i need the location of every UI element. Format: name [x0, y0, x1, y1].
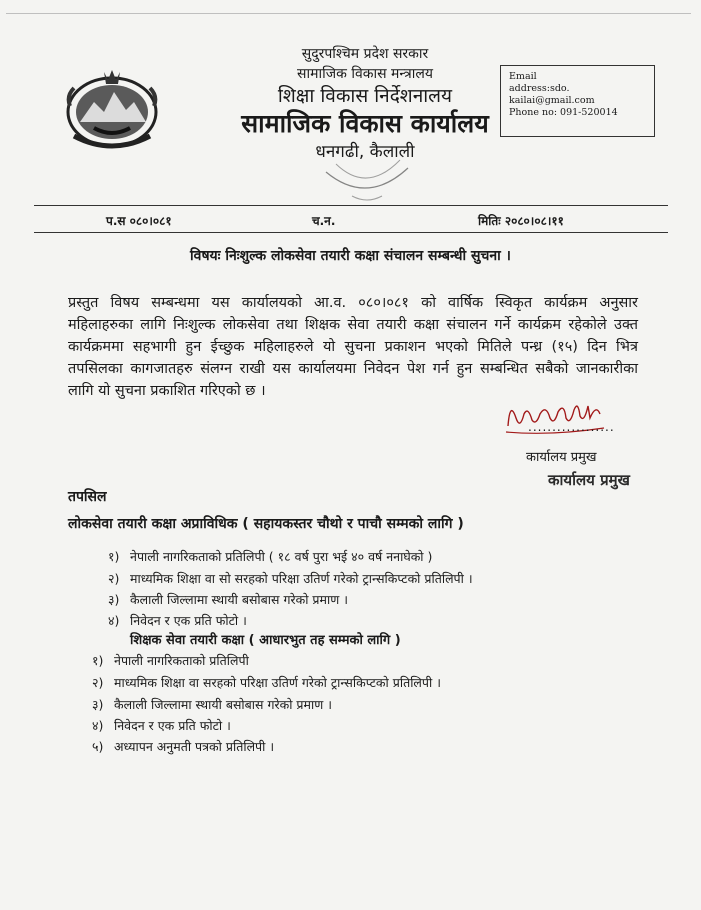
list-item	[92, 738, 274, 755]
body-line: तपसिलका कागजातहरु संलग्न राखी यस कार्यालयमा निवेदन पेश गर्न हुन सम्बन्धित सबैको जानकारीका	[68, 361, 638, 377]
list-item-number: २)	[92, 675, 104, 690]
list-item-text: कैलाली जिल्लामा स्थायी बसोबास गरेको प्रमाण ।	[114, 697, 333, 712]
list-item-number: ४)	[92, 718, 104, 733]
signatory-title: कार्यालय प्रमुख	[526, 450, 597, 465]
list-item-text: माध्यमिक शिक्षा वा सो सरहको परिक्षा उतिर्ण गरेको ट्रान्सकिप्टको प्रतिलिपी ।	[130, 571, 473, 586]
header-divider-top	[34, 205, 668, 206]
contact-box	[500, 65, 655, 137]
list-item-text: निवेदन र एक प्रति फोटो ।	[114, 718, 231, 733]
list-item-text: निवेदन र एक प्रति फोटो ।	[130, 613, 247, 628]
attachment-heading: तपसिल	[68, 489, 107, 505]
list-item-number: ३)	[108, 592, 120, 607]
list-item-text: नेपाली नागरिकताको प्रतिलिपी	[114, 653, 249, 668]
body-line: लागि यो सुचना प्रकाशित गरिएको छ ।	[68, 383, 266, 399]
list-item-number: ३)	[92, 697, 104, 712]
top-border-line	[6, 13, 691, 14]
list-item	[108, 612, 247, 629]
list-item-text: अध्यापन अनुमती पत्रको प्रतिलिपी ।	[114, 739, 275, 754]
list-item-number: १)	[108, 549, 120, 564]
header-province: सुदुरपश्चिम प्रदेश सरकार	[301, 46, 429, 62]
office-stamp	[322, 158, 412, 208]
header-location: धनगढी, कैलाली	[315, 142, 415, 162]
list-item	[108, 591, 348, 608]
list-item	[92, 652, 249, 669]
list-item-number: २)	[108, 571, 120, 586]
reference-number: प.स ०८०।०८१	[106, 214, 172, 228]
header-divider-bottom	[34, 232, 668, 233]
section1-title: लोकसेवा तयारी कक्षा अप्राविधिक ( सहायकस्तर चौथो र पाचौ सम्मको लागि )	[68, 516, 464, 532]
list-item	[92, 696, 332, 713]
list-item-text: माध्यमिक शिक्षा वा सरहको परिक्षा उतिर्ण गरेको ट्रान्सकिप्टको प्रतिलिपी ।	[114, 675, 441, 690]
list-item-number: ५)	[92, 739, 104, 754]
contact-address: address:sdo. kailai@gmail.com	[509, 83, 595, 106]
dispatch-number: च.न.	[312, 214, 336, 228]
body-line: प्रस्तुत विषय सम्बन्धमा यस कार्यालयको आ.व. ०८०।०८१ को वार्षिक स्विकृत कार्यक्रम अनुसार	[68, 295, 638, 311]
contact-phone: Phone no: 091-520014	[509, 107, 618, 118]
letter-subject: विषयः निःशुल्क लोकसेवा तयारी कक्षा संचालन सम्बन्धी सुचना ।	[190, 248, 511, 264]
header-ministry: सामाजिक विकास मन्त्रालय	[297, 66, 433, 82]
list-item-text: नेपाली नागरिकताको प्रतिलिपी ( १८ वर्ष पुरा भई ४० वर्ष ननाघेको )	[130, 549, 433, 564]
header-office: सामाजिक विकास कार्यालय	[241, 109, 489, 138]
list-item	[92, 717, 231, 734]
list-item	[108, 570, 473, 587]
contact-email-label: Email	[509, 71, 537, 82]
list-item	[92, 674, 441, 691]
list-item-number: ४)	[108, 613, 120, 628]
letter-date: मितिः २०८०।०८।११	[478, 214, 564, 228]
body-line: कार्यक्रममा सहभागी हुन ईच्छुक महिलाहरुले यो सुचना प्रकाशन भएको मितिले पन्ध्र (१५) दिन भित्र	[68, 339, 638, 355]
list-item-text: कैलाली जिल्लामा स्थायी बसोबास गरेको प्रमाण ।	[130, 592, 349, 607]
signatory-stamp: कार्यालय प्रमुख	[548, 471, 630, 489]
signature-dots: ..................	[528, 420, 615, 434]
handwritten-signature	[500, 396, 610, 442]
list-item-number: १)	[92, 653, 104, 668]
section2-title: शिक्षक सेवा तयारी कक्षा ( आधारभुत तह सम्मको लागि )	[130, 633, 401, 648]
list-item	[108, 548, 432, 565]
body-line: महिलाहरुका लागि निःशुल्क लोकसेवा तथा शिक्षक सेवा तयारी कक्षा संचालन गर्ने कार्यक्रम रहेकोले उक्त	[68, 317, 638, 333]
header-directorate: शिक्षा विकास निर्देशनालय	[277, 85, 453, 107]
nepal-emblem-icon	[64, 66, 160, 150]
